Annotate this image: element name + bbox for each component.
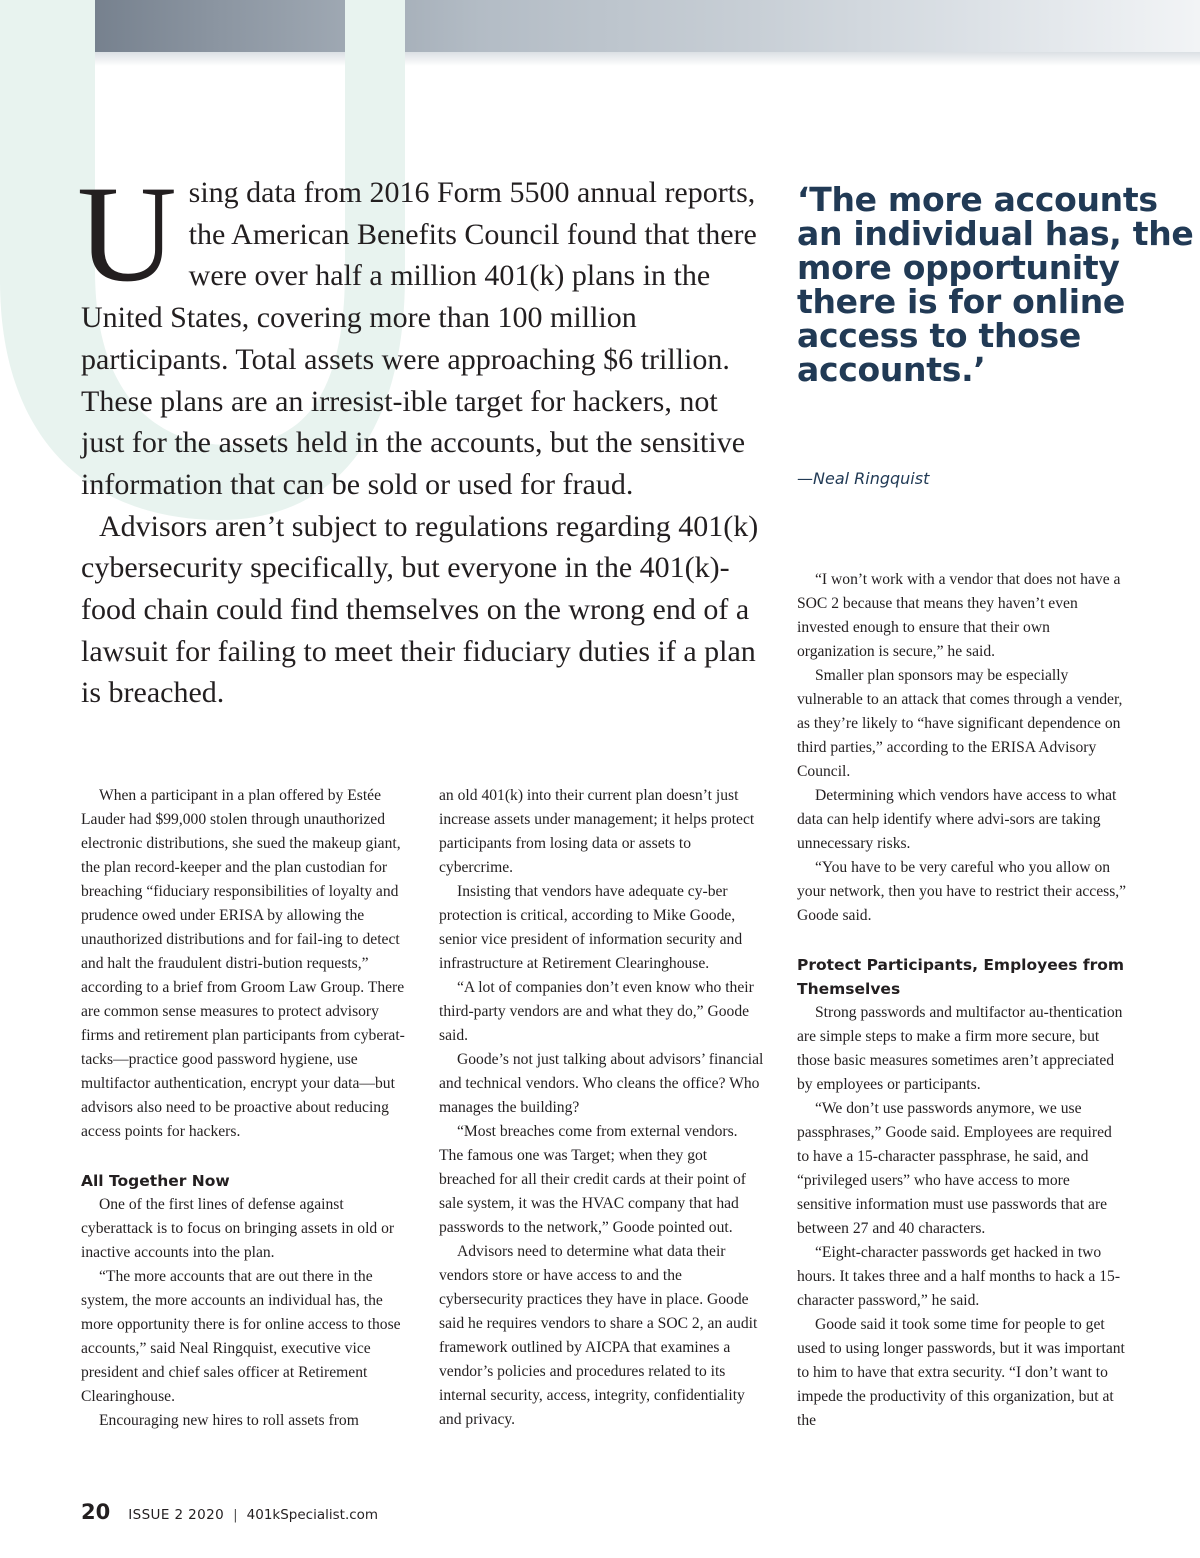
paragraph: Insisting that vendors have adequate cy-ber protection is critical, according to Mike Goode, senior vice president of information security and infrastructure at Retirement Clearinghouse. [439, 883, 743, 972]
paragraph: an old 401(k) into their current plan doesn’t just increase assets under management; it helps protect participants from losing data or assets to cybercrime. [439, 787, 755, 876]
body-column-2 [439, 784, 764, 1432]
paragraph: When a participant in a plan offered by Estée Lauder had $99,000 stolen through unauthorized electronic distributions, she sued the makeup giant, the plan record-keeper and the plan custodian for breaching “fiduciary responsibilities of loyalty and prudence owed under ERISA by allowing the unauthorized distributions and for fail-ing to detect and halt the fraudulent distri-bution requests,” according to a brief from Groom Law Group. There are common sense measures to protect advisory firms and retirement plan participants from cyberat-tacks—practice good password hygiene, use multifactor authentication, encrypt your data—but advisors also need to be proactive about reducing access points for hackers. [81, 787, 405, 1140]
paragraph: Goode’s not just talking about advisors’ financial and technical vendors. Who cleans the office? Who manages the building? [439, 1051, 764, 1116]
pull-quote: ‘The more accounts an individual has, the more opportunity there is for online access to those accounts.’ [797, 180, 1194, 389]
paragraph: Strong passwords and multifactor au-thentication are simple steps to make a firm more secure, but those basic measures sometimes aren’t appreciated by employees or participants. [797, 1004, 1123, 1093]
body-column-1 [81, 784, 406, 1433]
pull-quote-attribution: —Neal Ringquist [797, 469, 930, 488]
footer-separator: | [233, 1507, 238, 1523]
section-heading: Protect Participants, Employees from Themselves [797, 956, 1125, 998]
paragraph: “Most breaches come from external vendors. The famous one was Target; when they got breached for all their credit cards at their point of sale system, it was the HVAC company that had passwords to the network,” Goode pointed out. [439, 1123, 746, 1236]
paragraph: Advisors need to determine what data their vendors store or have access to and the cybersecurity practices they have in place. Goode said he requires vendors to share a SOC 2, an audit framework outlined by AICPA that examines a vendor’s policies and procedures related to its internal security, access, integrity, confidentiality and privacy. [439, 1243, 758, 1428]
page-number: 20 [81, 1500, 111, 1524]
paragraph: One of the first lines of defense against cyberattack is to focus on bringing assets in old or inactive accounts into the plan. [81, 1196, 395, 1261]
paragraph: “A lot of companies don’t even know who their third-party vendors are and what they do,” Goode said. [439, 979, 754, 1044]
paragraph: “Eight-character passwords get hacked in two hours. It takes three and a half months to hack a 15-character password,” he said. [797, 1244, 1121, 1309]
intro-section [77, 157, 761, 714]
intro-paragraph-1 [77, 157, 761, 506]
paragraph: Encouraging new hires to roll assets from [99, 1412, 359, 1429]
website-label: 401kSpecialist.com [246, 1507, 379, 1523]
drop-cap: U [77, 157, 177, 310]
paragraph: “You have to be very careful who you allow on your network, then you have to restrict their access,” Goode said. [797, 859, 1127, 924]
paragraph: Goode said it took some time for people to get used to using longer passwords, but it was important to him to have that extra security. “I don’t want to impede the productivity of this organization, but at the [797, 1316, 1125, 1429]
issue-label: ISSUE 2 2020 [128, 1507, 225, 1523]
intro-paragraph-2: Advisors aren’t subject to regulations regarding 401(k) cybersecurity specifically, but everyone in the 401(k)-food chain could find themselves on the wrong end of a lawsuit for failing to meet their fiduciary duties if a plan is breached. [81, 509, 759, 710]
body-column-3 [797, 568, 1127, 1433]
page-footer [81, 1500, 378, 1532]
section-heading: All Together Now [81, 1172, 230, 1190]
intro-paragraph-1-text: sing data from 2016 Form 5500 annual reports, the American Benefits Council found that there were over half a million 401(k) plans in the United States, covering more than 100 million participants. Total assets were approaching $6 trillion. These plans are an irresist-ible target for hackers, not just for the assets held in the accounts, but the sensitive information that can be sold or used for fraud. [81, 176, 757, 501]
paragraph: “We don’t use passwords anymore, we use passphrases,” Goode said. Employees are required to have a 15-character passphrase, he said, and “privileged users” who have access to more sensitive information must use passwords that are between 27 and 40 characters. [797, 1100, 1112, 1237]
paragraph: Smaller plan sponsors may be especially vulnerable to an attack that comes through a vender, as they’re likely to “have significant dependence on third parties,” according to the ERISA Advisory Council. [797, 667, 1123, 780]
paragraph: “I won’t work with a vendor that does not have a SOC 2 because that means they haven’t even invested enough to ensure that their own organization is secure,” he said. [797, 571, 1121, 660]
paragraph: “The more accounts that are out there in the system, the more accounts an individual has, the more opportunity there is for online access to those accounts,” said Neal Ringquist, executive vice president and chief sales officer at Retirement Clearinghouse. [81, 1268, 401, 1405]
paragraph: Determining which vendors have access to what data can help identify where advi-sors are taking unnecessary risks. [797, 787, 1117, 852]
